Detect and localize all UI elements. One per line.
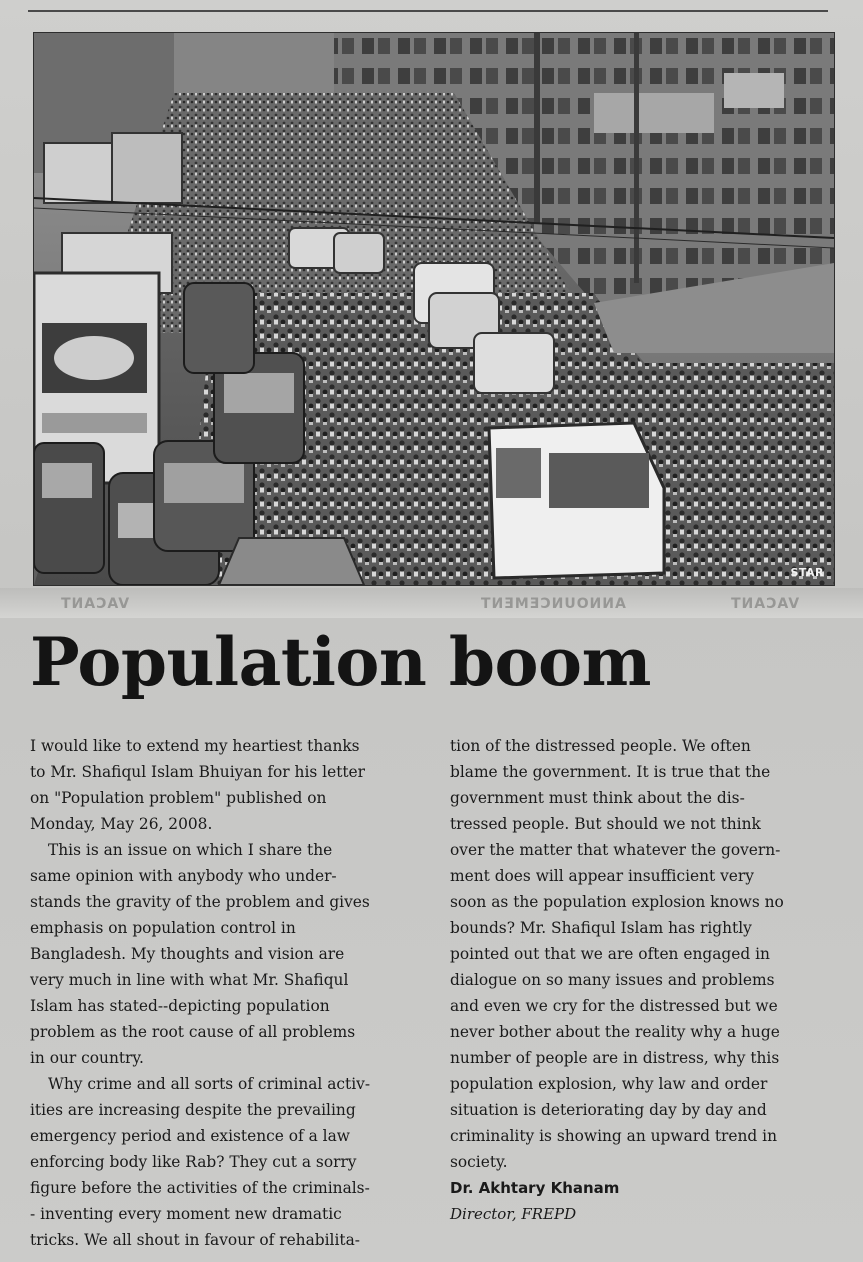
bleed-through-text-center: ANNOUNCEMENT [480, 596, 626, 612]
body-line: number of people are in distress, why this [450, 1049, 780, 1067]
photo-credit: STAR [790, 566, 824, 579]
body-line: society. [450, 1153, 508, 1171]
bleed-through-text-left: VACANT [60, 596, 130, 612]
author-name: Dr. Akhtary Khanam [450, 1179, 620, 1197]
body-line: Why crime and all sorts of criminal activ- [48, 1075, 371, 1093]
body-line: stands the gravity of the problem and gives [30, 893, 370, 911]
street-photo-illustration [34, 33, 834, 585]
body-line: tricks. We all shout in favour of rehabilita- [30, 1231, 360, 1249]
body-line: in our country. [30, 1049, 144, 1067]
body-line: over the matter that whatever the govern- [450, 841, 781, 859]
body-line: and even we cry for the distressed but we [450, 997, 778, 1015]
body-line: tressed people. But should we not think [450, 815, 761, 833]
body-line: Monday, May 26, 2008. [30, 815, 213, 833]
body-line: emergency period and existence of a law [30, 1127, 350, 1145]
body-line: blame the government. It is true that the [450, 763, 771, 781]
body-line: Islam has stated--depicting population [30, 997, 330, 1015]
body-line: ities are increasing despite the prevailing [30, 1101, 356, 1119]
street-crowd-photo [33, 32, 835, 586]
author-title: Director, FREPD [450, 1205, 577, 1223]
body-line: Bangladesh. My thoughts and vision are [30, 945, 345, 963]
body-line: to Mr. Shafiqul Islam Bhuiyan for his letter [30, 763, 366, 781]
body-line: - inventing every moment new dramatic [30, 1205, 342, 1223]
body-line: emphasis on population control in [30, 919, 296, 937]
body-line: bounds? Mr. Shafiqul Islam has rightly [450, 919, 752, 937]
body-line: problem as the root cause of all problems [30, 1023, 356, 1041]
body-line: dialogue on so many issues and problems [450, 971, 775, 989]
body-line: situation is deteriorating day by day and [450, 1101, 767, 1119]
body-line: government must think about the dis- [450, 789, 745, 807]
body-line: tion of the distressed people. We often [450, 737, 751, 755]
body-line: ment does will appear insufficient very [450, 867, 754, 885]
body-line: population explosion, why law and order [450, 1075, 768, 1093]
body-line: on "Population problem" published on [30, 789, 327, 807]
article-column-left [30, 733, 430, 1253]
body-line: soon as the population explosion knows no [450, 893, 784, 911]
body-line: criminality is showing an upward trend in [450, 1127, 777, 1145]
body-line: never bother about the reality why a huge [450, 1023, 780, 1041]
top-rule [28, 10, 828, 12]
bleed-through-text-right: VACANT [730, 596, 800, 612]
body-line: very much in line with what Mr. Shafiqul [30, 971, 349, 989]
article-column-right [450, 733, 850, 1227]
body-line: same opinion with anybody who under- [30, 867, 337, 885]
body-line: I would like to extend my heartiest thanks [30, 737, 360, 755]
body-line: This is an issue on which I share the [48, 841, 333, 859]
body-line: enforcing body like Rab? They cut a sorry [30, 1153, 357, 1171]
body-line: figure before the activities of the criminals- [30, 1179, 370, 1197]
body-line: pointed out that we are often engaged in [450, 945, 770, 963]
article-headline: Population boom [30, 623, 651, 701]
